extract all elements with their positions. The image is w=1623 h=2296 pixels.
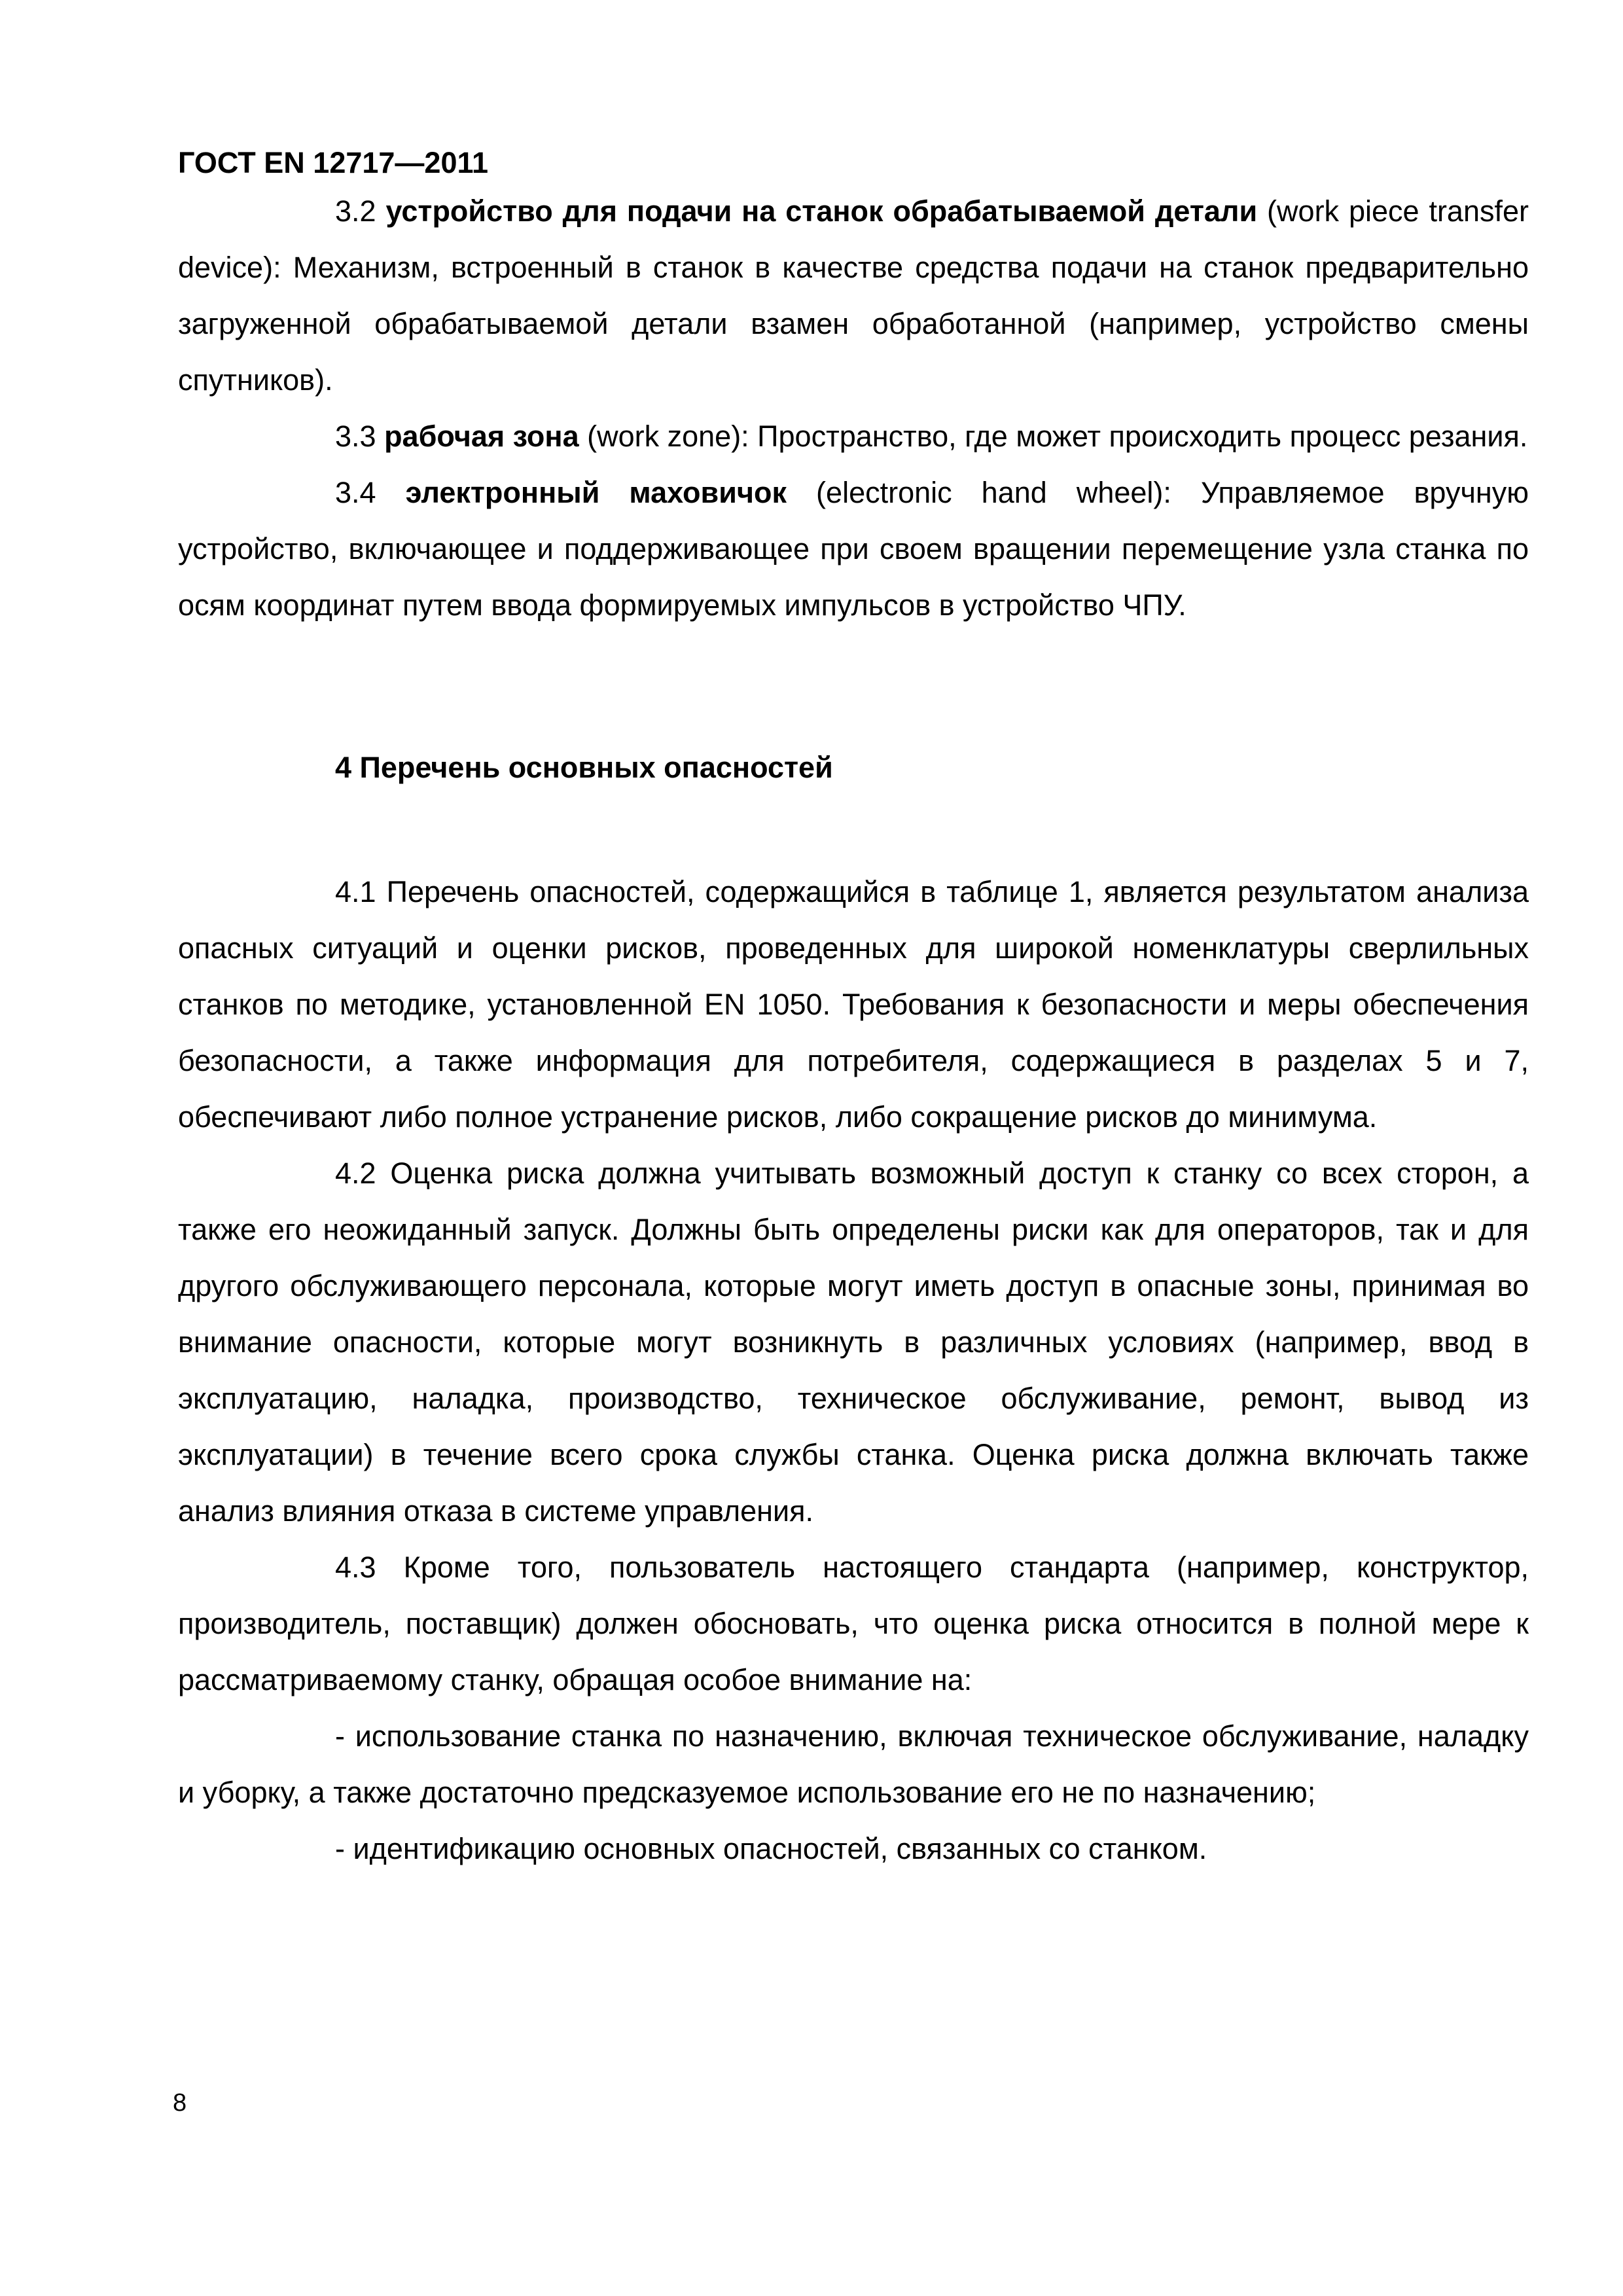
page-number: 8: [173, 2089, 187, 2117]
paragraph-4-3: 4.3 Кроме того, пользователь настоящего стандарта (например, конструктор, производитель, поставщик) должен обосновать, что оценка риска относится в полной мере к рассматриваемому станку, обращая особое внимание на:: [178, 1551, 1529, 1696]
document-header: ГОСТ EN 12717—2011: [178, 146, 489, 179]
definition-term: электронный маховичок: [405, 476, 787, 509]
list-item: - использование станка по назначению, включая техническое обслуживание, наладку и уборку, а также достаточно предсказуемое использование его не по назначению;: [178, 1719, 1529, 1809]
paragraph-4-2: 4.2 Оценка риска должна учитывать возможный доступ к станку со всех сторон, а также его неожиданный запуск. Должны быть определены риски как для операторов, так и для другого обслуживающего персонала, которые могут иметь доступ в опасные зоны, принимая во внимание опасности, которые могут возникнуть в различных условиях (например, ввод в эксплуатацию, наладка, производство, техническое обслуживание, ремонт, вывод из эксплуатации) в течение всего срока службы станка. Оценка риска должна включать также анализ влияния отказа в системе управления.: [178, 1157, 1529, 1528]
definition-term: устройство для подачи на станок обрабатываемой детали: [385, 194, 1258, 228]
list-item: - идентификацию основных опасностей, связанных со станком.: [335, 1832, 1207, 1865]
definition-3-2: 3.2 устройство для подачи на станок обрабатываемой детали (work piece transfer device): Механизм, встроенный в станок в качестве средства подачи на станок предварительно загруженной обрабатываемой детали взамен обработанной (например, устройство смены спутников).: [178, 194, 1529, 397]
definitions-block: [178, 183, 1529, 634]
section-heading: 4 Перечень основных опасностей: [335, 751, 833, 784]
section-4-body: [178, 864, 1529, 1877]
definition-3-4: 3.4 электронный маховичок (electronic hand wheel): Управляемое вручную устройство, включающее и поддерживающее при своем вращении перемещение узла станка по осям координат путем ввода формируемых импульсов в устройство ЧПУ.: [178, 476, 1529, 622]
paragraph-4-1: 4.1 Перечень опасностей, содержащийся в таблице 1, является результатом анализа опасных ситуаций и оценки рисков, проведенных для широкой номенклатуры сверлильных станков по методике, установленной EN 1050. Требования к безопасности и меры обеспечения безопасности, а также информация для потребителя, содержащиеся в разделах 5 и 7, обеспечивают либо полное устранение рисков, либо сокращение рисков до минимума.: [178, 875, 1529, 1134]
definition-3-3: 3.3 рабочая зона (work zone): Пространство, где может происходить процесс резания.: [335, 420, 1528, 453]
definition-term: рабочая зона: [384, 420, 579, 453]
